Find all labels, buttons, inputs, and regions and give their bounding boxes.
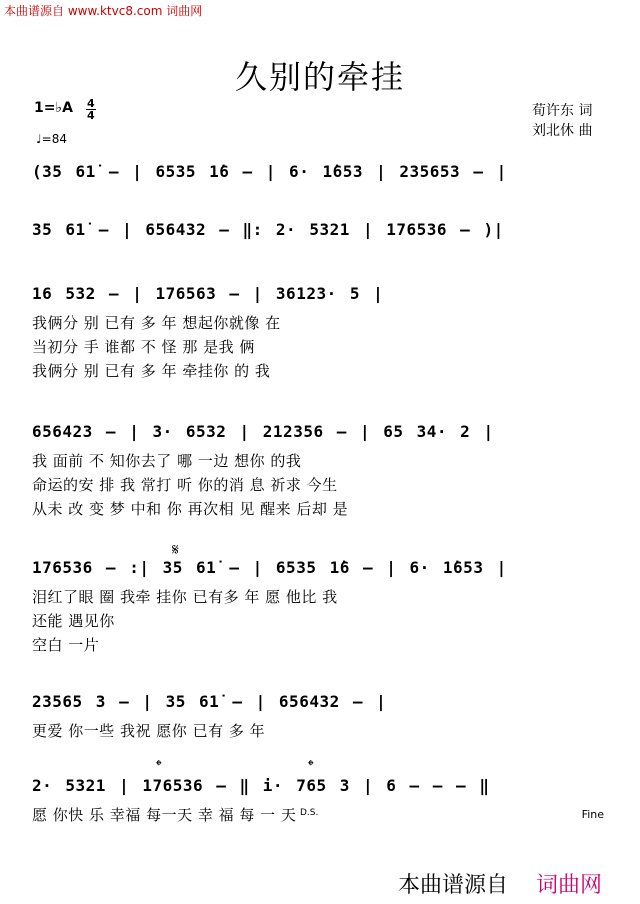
composer-credit: 刘北休 曲 bbox=[532, 123, 593, 139]
lyric-line-5-2: 还能 遇见你 bbox=[32, 612, 115, 630]
lyric-line-4-1: 我 面前 不 知你去了 哪 一边 想你 的我 bbox=[32, 452, 302, 470]
notes-line-2: 35 61̇ – | 656432 – ‖: 2· 5321 | 176536 – )| bbox=[32, 220, 504, 239]
lyric-line-5-3: 空白 一片 bbox=[32, 636, 100, 654]
tempo-marking: ♩=84 bbox=[36, 132, 67, 146]
notes-line-6: 23565 3 – | 35 61̇ – | 656432 – | bbox=[32, 692, 387, 711]
lyric-line-7-1: 愿 你快 乐 幸福 每一天 幸 福 每 一 天 bbox=[32, 806, 297, 824]
lyric-line-3-2: 当初分 手 谁都 不 怪 那 是我 俩 bbox=[32, 338, 255, 356]
meter-bottom: 4 bbox=[87, 109, 95, 122]
song-title: 久别的牵挂 bbox=[234, 58, 405, 96]
lyric-line-6-1: 更爱 你一些 我祝 愿你 已有 多 年 bbox=[32, 722, 266, 740]
notes-line-3: 16 532 – | 176563 – | 36123· 5 | bbox=[32, 284, 384, 303]
lyricist-credit: 荀许东 词 bbox=[532, 103, 593, 119]
notes-line-1: (35 61̇ – | 6535 1̇6 – | 6· 1̇653 | 235653 – | bbox=[32, 162, 507, 181]
lyric-line-5-1: 泪红了眼 圈 我牵 挂你 已有多 年 愿 他比 我 bbox=[32, 588, 338, 606]
footer-source-text: 本曲谱源自 bbox=[398, 873, 509, 898]
time-signature bbox=[86, 98, 96, 121]
lyric-line-3-3: 我俩分 别 已有 多 年 牵挂你 的 我 bbox=[32, 362, 271, 380]
lyric-line-4-3: 从未 改 变 梦 中和 你 再次相 见 醒来 后却 是 bbox=[32, 500, 349, 518]
fine-marking: Fine bbox=[581, 808, 604, 821]
segno-icon: 𝄋 bbox=[172, 540, 179, 559]
ds-marking: D.S. bbox=[300, 808, 319, 818]
coda-icon-1: 𝄌 bbox=[156, 756, 162, 775]
lyric-line-3-1: 我俩分 别 已有 多 年 想起你就像 在 bbox=[32, 314, 281, 332]
notes-line-4: 656423 – | 3· 6532 | 212356 – | 65 34· 2 | bbox=[32, 422, 494, 441]
watermark-text: 本曲谱源自 www.ktvc8.com 词曲网 bbox=[4, 4, 203, 18]
coda-icon-2: 𝄌 bbox=[308, 756, 314, 775]
footer-site-logo: 词曲网 bbox=[536, 873, 603, 898]
key-signature: 1=♭A bbox=[34, 100, 73, 116]
notes-line-5: 176536 – :| 35 61̇ – | 6535 1̇6 – | 6· 1̇653 | bbox=[32, 558, 507, 577]
lyric-line-4-2: 命运的安 排 我 常打 听 你的消 息 祈求 今生 bbox=[32, 476, 338, 494]
meter-top: 4 bbox=[87, 97, 95, 110]
notes-line-7: 2· 5321 | 176536 – ‖ i· 765 3 | 6 – – – ‖ bbox=[32, 776, 490, 795]
